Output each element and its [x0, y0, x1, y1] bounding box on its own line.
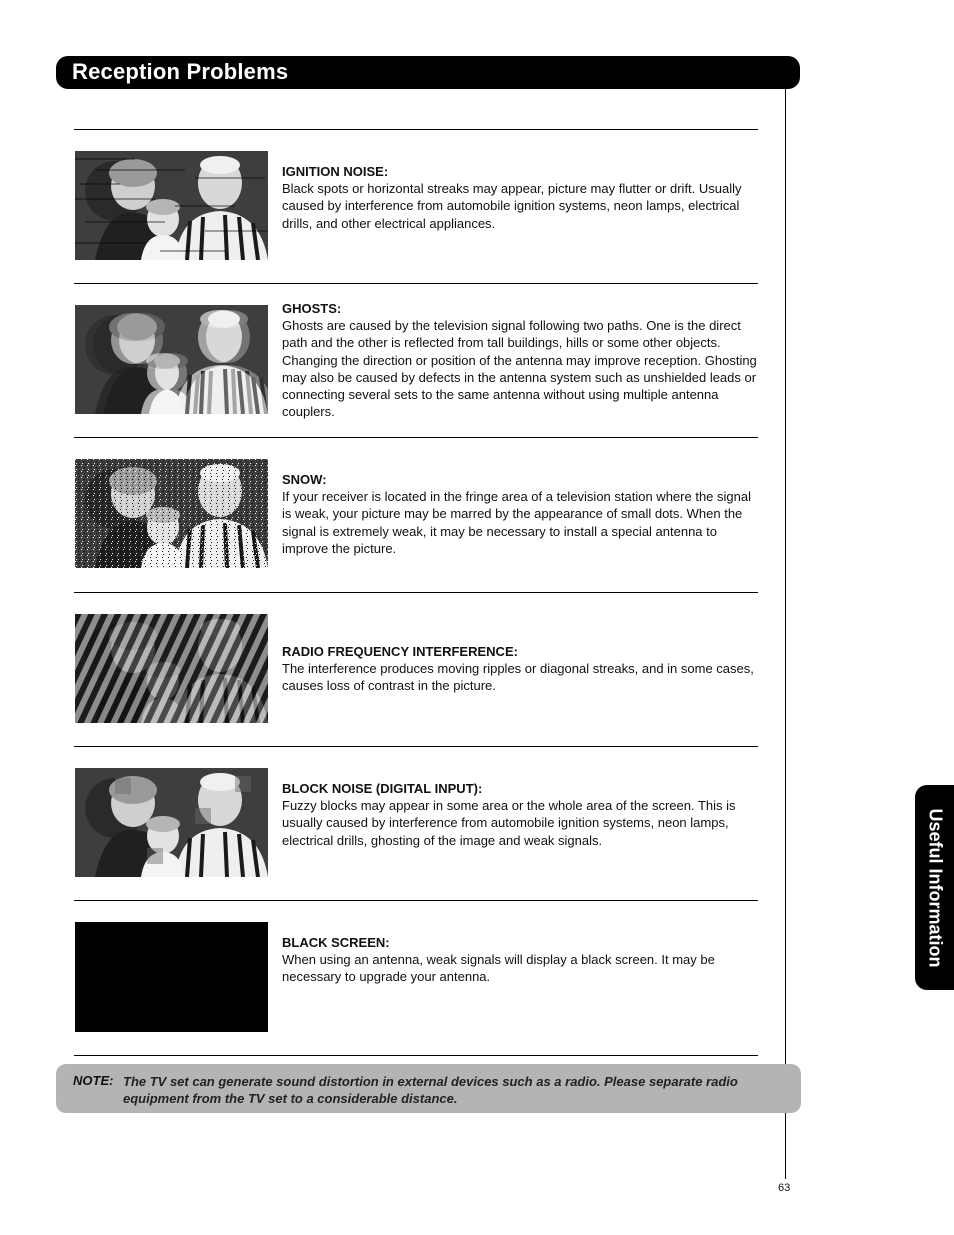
problem-heading: RADIO FREQUENCY INTERFERENCE:	[282, 644, 518, 659]
problem-heading: BLOCK NOISE (DIGITAL INPUT):	[282, 781, 483, 796]
vertical-rule	[785, 89, 786, 1179]
problem-row-ignition-noise	[74, 129, 758, 283]
problem-body: If your receiver is located in the fringe area of a television station where the signal is weak, your picture may be marred by the appearance of small dots. When the signal is extremely weak, it may be necessary to install a special antenna to improve the picture.	[282, 489, 751, 556]
problem-text	[282, 780, 760, 849]
side-tab-label: Useful Information	[925, 807, 945, 968]
problem-body: Black spots or horizontal streaks may appear, picture may flutter or drift. Usually caused by interference from automobile ignition systems, neon lamps, electrical drills, and other electrical appliances.	[282, 181, 742, 231]
divider	[74, 1055, 758, 1056]
note-label: NOTE:	[73, 1073, 114, 1088]
problem-row-block-noise	[74, 746, 758, 900]
problem-body: When using an antenna, weak signals will display a black screen. It may be necessary to upgrade your antenna.	[282, 952, 715, 985]
problem-row-radio-frequency-interference	[74, 592, 758, 746]
ghosts-image	[75, 305, 268, 414]
problem-row-snow	[74, 437, 758, 591]
problem-text	[282, 300, 760, 420]
radio-interference-image	[75, 614, 268, 723]
page-title: Reception Problems	[72, 59, 289, 84]
problem-text	[282, 163, 760, 232]
problem-text	[282, 934, 760, 986]
block-noise-image	[75, 768, 268, 877]
problem-body: Fuzzy blocks may appear in some area or the whole area of the screen. This is usually caused by interference from automobile ignition systems, neon lamps, electrical drills, ghosting of the image and weak signals.	[282, 798, 736, 848]
note-box	[56, 1064, 801, 1113]
problem-text	[282, 471, 760, 557]
side-tab	[915, 785, 954, 990]
problem-heading: GHOSTS:	[282, 301, 342, 316]
note-text: The TV set can generate sound distortion in external devices such as a radio. Please separate radio equipment from the TV set to a considerable distance.	[123, 1074, 738, 1106]
problem-body: The interference produces moving ripples or diagonal streaks, and in some cases, causes loss of contrast in the picture.	[282, 661, 754, 694]
problem-heading: IGNITION NOISE:	[282, 164, 389, 179]
ignition-noise-image	[75, 151, 268, 260]
problem-heading: SNOW:	[282, 472, 327, 487]
problem-text	[282, 643, 760, 695]
problem-row-black-screen	[74, 900, 758, 1054]
black-screen-image	[75, 922, 268, 1032]
title-bar	[56, 56, 800, 89]
problem-row-ghosts	[74, 283, 758, 437]
snow-image	[75, 459, 268, 568]
problem-heading: BLACK SCREEN:	[282, 935, 390, 950]
page-number: 63	[778, 1182, 791, 1194]
problem-body: Ghosts are caused by the television signal following two paths. One is the direct path and the other is reflected from tall buildings, hills or some other objects. Changing the direction or position of the antenna may improve reception. Ghosting may also be caused by defects in the antenna system such as unshielded leads or connecting several sets to the same antenna without using multiple antenna couplers.	[282, 318, 757, 420]
